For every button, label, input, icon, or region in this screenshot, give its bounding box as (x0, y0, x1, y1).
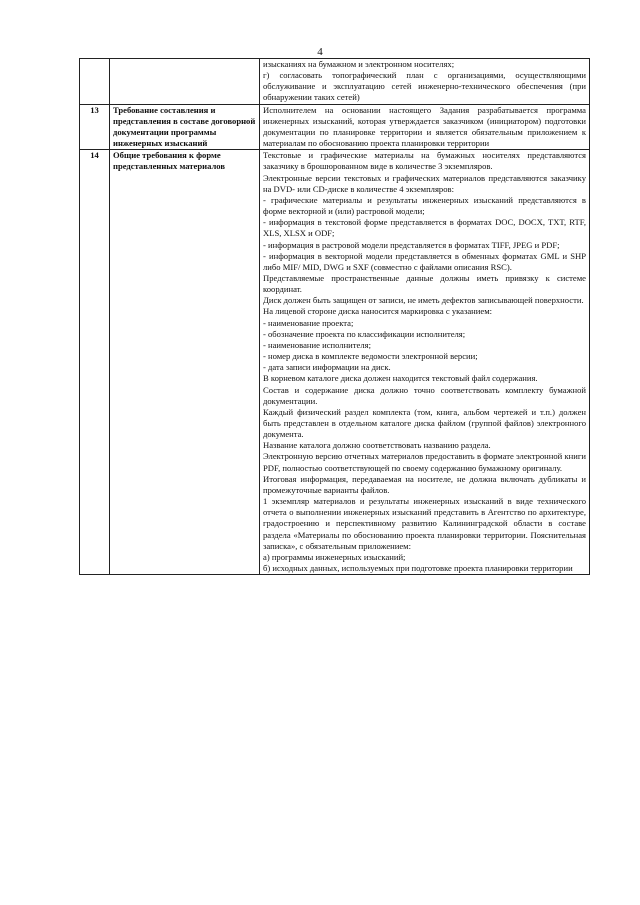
content-paragraph: - графические материалы и результаты инженерных изысканий представляются в форме векторной и (или) растровой модели; (263, 194, 586, 217)
requirement-title (110, 59, 260, 105)
requirement-content (260, 150, 590, 575)
content-paragraph: - информация в растровой модели представляется в форматах TIFF, JPEG и PDF; (263, 239, 560, 250)
page-number: 4 (317, 46, 323, 58)
table-row (80, 104, 590, 150)
content-paragraph: - информация в векторной модели представляется в обменных форматах GML и SHP либо MIF/ MID, DWG и SXF (совместно с файлами описания RSC). (263, 250, 586, 272)
requirement-content (260, 59, 590, 105)
content-paragraph: изысканиях на бумажном и электронном носителях; (263, 59, 455, 69)
row-number: 14 (80, 150, 110, 575)
content-paragraph: Текстовые и графические материалы на бумажных носителях представляются заказчику в брошюрованном виде в количестве 3 экземпляров. (263, 150, 586, 172)
row-number: 13 (80, 104, 110, 150)
content-paragraph: 1 экземпляр материалов и результаты инженерных изысканий в виде технического отчета о выполнении инженерных изысканий представить в Агентство по архитектуре, градостроению и перспективному развитию Калининградской области в составе раздела «Материалы по обоснованию проекта планировки территории. Пояснительная записка», с обязательным приложением: (263, 496, 586, 551)
content-paragraph: б) исходных данных, используемых при подготовке проекта планировки территории (263, 563, 573, 574)
requirement-title: Общие требования к форме представленных материалов (110, 150, 260, 575)
content-paragraph: - наименование исполнителя; (263, 339, 371, 350)
content-paragraph: В корневом каталоге диска должен находится текстовый файл содержания. (263, 373, 538, 384)
content-paragraph: Название каталога должно соответствовать названию раздела. (263, 440, 491, 451)
table-row (80, 59, 590, 105)
row-number (80, 59, 110, 105)
content-paragraph: Состав и содержание диска должно точно соответствовать комплекту бумажной документации. (263, 384, 586, 406)
requirement-content (260, 104, 590, 150)
content-paragraph: Электронные версии текстовых и графических материалов представляются заказчику на DVD- или CD-диске в количестве 4 экземпляров: (263, 172, 586, 194)
content-paragraph: Исполнителем на основании настоящего Задания разрабатывается программа инженерных изысканий, которая утверждается заказчиком (инициатором) подготовки документации по планировке территории и является обязательным приложением к материалам по обоснованию проекта планировки территории (263, 104, 586, 149)
content-paragraph: На лицевой стороне диска наносится маркировка с указанием: (263, 306, 493, 317)
table-row (80, 150, 590, 575)
content-paragraph: Представляемые пространственные данные должны иметь привязку к системе координат. (263, 272, 586, 295)
content-paragraph: Каждый физический раздел комплекта (том, книга, альбом чертежей и т.п.) должен быть представлен в отдельном каталоге диска файлом (группой файлов) электронного документа. (263, 406, 586, 440)
requirements-table (79, 58, 590, 575)
content-paragraph: а) программы инженерных изысканий; (263, 551, 406, 562)
requirement-title: Требование составления и представления в составе договорной документации программы инженерных изысканий (110, 104, 260, 150)
content-paragraph: Итоговая информация, передаваемая на носителе, не должна включать дубликаты и промежуточные варианты файлов. (263, 473, 586, 495)
content-paragraph: - наименование проекта; (263, 317, 354, 328)
content-paragraph: - информация в текстовой форме представляется в форматах DOC, DOCX, TXT, RTF, XLS, XLSX и ODF; (263, 217, 586, 239)
content-paragraph: Электронную версию отчетных материалов предоставить в формате электронной книги PDF, полностью соответствующей по своему содержанию бумажному оригиналу. (263, 451, 586, 473)
content-paragraph: - номер диска в комплекте ведомости электронной версии; (263, 351, 478, 362)
content-paragraph: Диск должен быть защищен от записи, не иметь дефектов записывающей поверхности. (263, 295, 584, 306)
content-paragraph: - дата записи информации на диск. (263, 362, 391, 373)
content-paragraph: - обозначение проекта по классификации исполнителя; (263, 328, 466, 339)
content-paragraph: г) согласовать топографический план с организациями, осуществляющими обслуживание и эксплуатацию сетей инженерно-технического обеспечения (при обнаружении таких сетей) (263, 70, 586, 103)
